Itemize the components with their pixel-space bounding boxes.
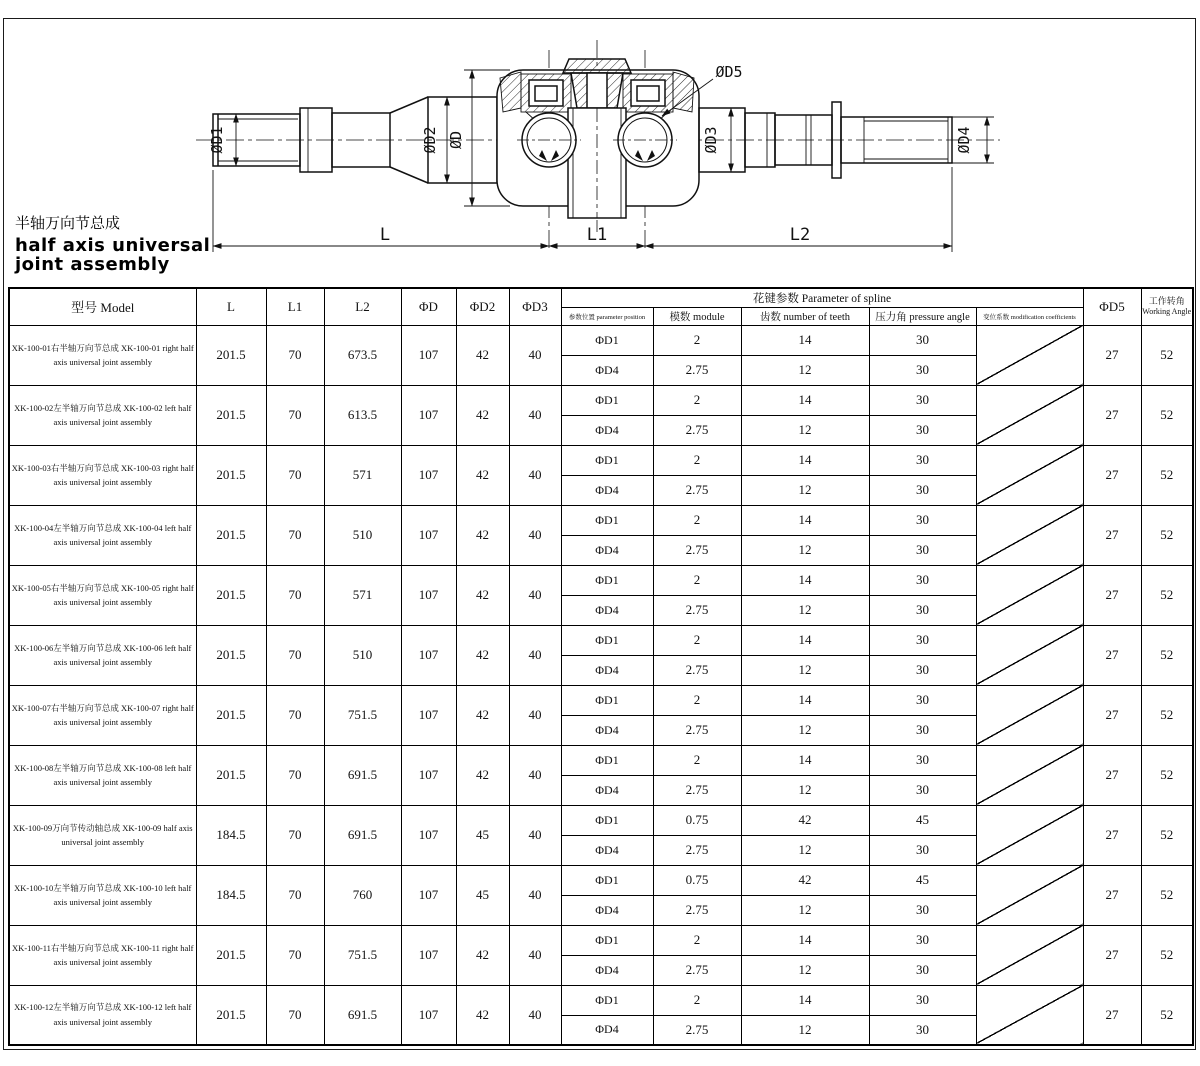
l2-cell: 673.5: [324, 325, 401, 385]
label-d5: ØD5: [715, 63, 743, 81]
spec-row-7: [9, 685, 1193, 715]
d-cell: 107: [401, 325, 456, 385]
module-cell: 2.75: [653, 895, 741, 925]
module-cell: 2: [653, 445, 741, 475]
pressure-angle-cell: 30: [869, 775, 976, 805]
header-module: 模数 module: [653, 307, 741, 325]
modification-cell: [976, 745, 1083, 805]
pressure-angle-cell: 30: [869, 685, 976, 715]
spline-pos-cell: ΦD4: [561, 595, 653, 625]
spline-pos-cell: ΦD4: [561, 715, 653, 745]
working-angle-cell: 52: [1141, 745, 1193, 805]
pressure-angle-cell: 30: [869, 565, 976, 595]
header-row-1: [9, 288, 1193, 307]
spline-pos-cell: ΦD4: [561, 475, 653, 505]
d-cell: 107: [401, 445, 456, 505]
pressure-angle-cell: 30: [869, 985, 976, 1015]
spline-pos-cell: ΦD4: [561, 535, 653, 565]
spline-pos-cell: ΦD1: [561, 985, 653, 1015]
l-cell: 201.5: [196, 925, 266, 985]
header-d5: ΦD5: [1083, 288, 1141, 325]
d3-cell: 40: [509, 745, 561, 805]
modification-cell: [976, 805, 1083, 865]
module-cell: 2.75: [653, 775, 741, 805]
d2-cell: 42: [456, 385, 509, 445]
module-cell: 2: [653, 985, 741, 1015]
module-cell: 2.75: [653, 535, 741, 565]
spec-row-3: [9, 445, 1193, 475]
d-cell: 107: [401, 625, 456, 685]
spline-pos-cell: ΦD4: [561, 655, 653, 685]
spec-row-8: [9, 745, 1193, 775]
module-cell: 2.75: [653, 415, 741, 445]
module-cell: 2: [653, 385, 741, 415]
spline-pos-cell: ΦD1: [561, 445, 653, 475]
model-cell: XK-100-01右半轴万向节总成 XK-100-01 right half axis universal joint assembly: [9, 325, 196, 385]
teeth-cell: 14: [741, 625, 869, 655]
header-working-angle-en: Working Angle: [1142, 307, 1192, 317]
teeth-cell: 14: [741, 565, 869, 595]
title-english-line1: half axis universal: [15, 234, 211, 256]
d2-cell: 42: [456, 745, 509, 805]
modification-cell: [976, 505, 1083, 565]
spec-row-10: [9, 865, 1193, 895]
label-d4: ØD4: [955, 126, 973, 154]
header-model: 型号 Model: [9, 288, 196, 325]
spline-pos-cell: ΦD1: [561, 325, 653, 355]
l-cell: 184.5: [196, 865, 266, 925]
d3-cell: 40: [509, 865, 561, 925]
d5-cell: 27: [1083, 625, 1141, 685]
header-working-angle-zh: 工作转角: [1148, 296, 1185, 307]
l-cell: 201.5: [196, 745, 266, 805]
header-modification: 变位系数 modification coefficients: [976, 307, 1083, 325]
spline-pos-cell: ΦD1: [561, 505, 653, 535]
module-cell: 2.75: [653, 655, 741, 685]
label-d: ØD: [447, 130, 465, 150]
spline-pos-cell: ΦD4: [561, 835, 653, 865]
header-spline-group: 花键参数 Parameter of spline: [561, 288, 1083, 307]
header-d: ΦD: [401, 288, 456, 325]
spline-pos-cell: ΦD4: [561, 895, 653, 925]
d5-cell: 27: [1083, 505, 1141, 565]
teeth-cell: 12: [741, 535, 869, 565]
teeth-cell: 14: [741, 685, 869, 715]
l2-cell: 751.5: [324, 685, 401, 745]
teeth-cell: 12: [741, 415, 869, 445]
modification-cell: [976, 565, 1083, 625]
header-d2: ΦD2: [456, 288, 509, 325]
spec-row-4: [9, 505, 1193, 535]
l2-cell: 510: [324, 505, 401, 565]
label-d3: ØD3: [702, 126, 720, 154]
module-cell: 2.75: [653, 1015, 741, 1045]
pressure-angle-cell: 30: [869, 445, 976, 475]
module-cell: 2.75: [653, 475, 741, 505]
teeth-cell: 14: [741, 985, 869, 1015]
d3-cell: 40: [509, 325, 561, 385]
working-angle-cell: 52: [1141, 985, 1193, 1045]
title-english-line2: joint assembly: [15, 254, 170, 276]
header-teeth: 齿数 number of teeth: [741, 307, 869, 325]
module-cell: 2: [653, 565, 741, 595]
l1-cell: 70: [266, 925, 324, 985]
l-cell: 201.5: [196, 385, 266, 445]
model-cell: XK-100-05右半轴万向节总成 XK-100-05 right half axis universal joint assembly: [9, 565, 196, 625]
d2-cell: 42: [456, 505, 509, 565]
teeth-cell: 14: [741, 925, 869, 955]
spline-pos-cell: ΦD4: [561, 775, 653, 805]
l2-cell: 571: [324, 565, 401, 625]
header-l: L: [196, 288, 266, 325]
l-cell: 201.5: [196, 325, 266, 385]
module-cell: 2: [653, 505, 741, 535]
pressure-angle-cell: 45: [869, 865, 976, 895]
teeth-cell: 14: [741, 745, 869, 775]
teeth-cell: 12: [741, 715, 869, 745]
pressure-angle-cell: 30: [869, 625, 976, 655]
teeth-cell: 12: [741, 895, 869, 925]
pressure-angle-cell: 30: [869, 355, 976, 385]
working-angle-cell: 52: [1141, 445, 1193, 505]
modification-cell: [976, 325, 1083, 385]
d-cell: 107: [401, 865, 456, 925]
d2-cell: 42: [456, 625, 509, 685]
teeth-cell: 12: [741, 1015, 869, 1045]
model-cell: XK-100-12左半轴万向节总成 XK-100-12 left half axis universal joint assembly: [9, 985, 196, 1045]
module-cell: 2: [653, 625, 741, 655]
spline-pos-cell: ΦD1: [561, 805, 653, 835]
spec-row-1: [9, 325, 1193, 355]
d2-cell: 42: [456, 565, 509, 625]
d5-cell: 27: [1083, 445, 1141, 505]
module-cell: 2.75: [653, 355, 741, 385]
d2-cell: 45: [456, 865, 509, 925]
d3-cell: 40: [509, 505, 561, 565]
spec-row-2: [9, 385, 1193, 415]
teeth-cell: 12: [741, 655, 869, 685]
d3-cell: 40: [509, 625, 561, 685]
pressure-angle-cell: 30: [869, 835, 976, 865]
modification-cell: [976, 445, 1083, 505]
l2-cell: 691.5: [324, 745, 401, 805]
pressure-angle-cell: 30: [869, 535, 976, 565]
d-cell: 107: [401, 805, 456, 865]
module-cell: 2.75: [653, 715, 741, 745]
model-cell: XK-100-07右半轴万向节总成 XK-100-07 right half axis universal joint assembly: [9, 685, 196, 745]
d3-cell: 40: [509, 685, 561, 745]
l1-cell: 70: [266, 445, 324, 505]
l2-cell: 571: [324, 445, 401, 505]
d3-cell: 40: [509, 985, 561, 1045]
d3-cell: 40: [509, 565, 561, 625]
d-cell: 107: [401, 565, 456, 625]
l2-cell: 751.5: [324, 925, 401, 985]
module-cell: 2: [653, 685, 741, 715]
l1-cell: 70: [266, 865, 324, 925]
teeth-cell: 12: [741, 835, 869, 865]
l2-cell: 691.5: [324, 985, 401, 1045]
spline-pos-cell: ΦD4: [561, 1015, 653, 1045]
l1-cell: 70: [266, 745, 324, 805]
d5-cell: 27: [1083, 985, 1141, 1045]
l-cell: 201.5: [196, 505, 266, 565]
model-cell: XK-100-06左半轴万向节总成 XK-100-06 left half axis universal joint assembly: [9, 625, 196, 685]
d5-cell: 27: [1083, 325, 1141, 385]
pressure-angle-cell: 30: [869, 925, 976, 955]
pressure-angle-cell: 30: [869, 505, 976, 535]
d3-cell: 40: [509, 805, 561, 865]
l-cell: 201.5: [196, 565, 266, 625]
teeth-cell: 12: [741, 475, 869, 505]
l2-cell: 613.5: [324, 385, 401, 445]
pressure-angle-cell: 30: [869, 325, 976, 355]
d2-cell: 45: [456, 805, 509, 865]
d5-cell: 27: [1083, 565, 1141, 625]
pressure-angle-cell: 30: [869, 595, 976, 625]
module-cell: 2: [653, 925, 741, 955]
d-cell: 107: [401, 505, 456, 565]
label-L: L: [379, 225, 391, 245]
working-angle-cell: 52: [1141, 865, 1193, 925]
d2-cell: 42: [456, 445, 509, 505]
l1-cell: 70: [266, 505, 324, 565]
module-cell: 0.75: [653, 865, 741, 895]
l1-cell: 70: [266, 385, 324, 445]
teeth-cell: 12: [741, 595, 869, 625]
d-cell: 107: [401, 745, 456, 805]
module-cell: 0.75: [653, 805, 741, 835]
teeth-cell: 42: [741, 805, 869, 835]
modification-cell: [976, 865, 1083, 925]
d5-cell: 27: [1083, 685, 1141, 745]
working-angle-cell: 52: [1141, 505, 1193, 565]
l1-cell: 70: [266, 805, 324, 865]
spec-row-9: [9, 805, 1193, 835]
pressure-angle-cell: 30: [869, 385, 976, 415]
l-cell: 201.5: [196, 445, 266, 505]
working-angle-cell: 52: [1141, 925, 1193, 985]
model-cell: XK-100-11右半轴万向节总成 XK-100-11 right half axis universal joint assembly: [9, 925, 196, 985]
title-chinese: 半轴万向节总成: [15, 215, 121, 232]
modification-cell: [976, 925, 1083, 985]
d2-cell: 42: [456, 985, 509, 1045]
d-cell: 107: [401, 685, 456, 745]
working-angle-cell: 52: [1141, 685, 1193, 745]
label-d1: ØD1: [208, 126, 226, 154]
pressure-angle-cell: 30: [869, 415, 976, 445]
spec-row-11: [9, 925, 1193, 955]
d5-cell: 27: [1083, 925, 1141, 985]
d5-cell: 27: [1083, 805, 1141, 865]
model-cell: XK-100-04左半轴万向节总成 XK-100-04 left half axis universal joint assembly: [9, 505, 196, 565]
teeth-cell: 14: [741, 505, 869, 535]
d-cell: 107: [401, 985, 456, 1045]
header-l2: L2: [324, 288, 401, 325]
label-L1: L1: [586, 225, 608, 245]
d3-cell: 40: [509, 445, 561, 505]
model-cell: XK-100-10左半轴万向节总成 XK-100-10 left half axis universal joint assembly: [9, 865, 196, 925]
l2-cell: 760: [324, 865, 401, 925]
spline-pos-cell: ΦD1: [561, 925, 653, 955]
modification-cell: [976, 385, 1083, 445]
spline-pos-cell: ΦD4: [561, 955, 653, 985]
modification-cell: [976, 685, 1083, 745]
spline-pos-cell: ΦD1: [561, 865, 653, 895]
d-cell: 107: [401, 385, 456, 445]
modification-cell: [976, 985, 1083, 1045]
model-cell: XK-100-08左半轴万向节总成 XK-100-08 left half axis universal joint assembly: [9, 745, 196, 805]
teeth-cell: 14: [741, 325, 869, 355]
spline-pos-cell: ΦD1: [561, 625, 653, 655]
spec-row-6: [9, 625, 1193, 655]
spline-pos-cell: ΦD4: [561, 355, 653, 385]
l2-cell: 510: [324, 625, 401, 685]
l-cell: 201.5: [196, 625, 266, 685]
l1-cell: 70: [266, 565, 324, 625]
pressure-angle-cell: 30: [869, 655, 976, 685]
module-cell: 2: [653, 745, 741, 775]
working-angle-cell: 52: [1141, 625, 1193, 685]
d3-cell: 40: [509, 385, 561, 445]
d5-cell: 27: [1083, 865, 1141, 925]
spline-pos-cell: ΦD1: [561, 565, 653, 595]
l1-cell: 70: [266, 325, 324, 385]
l-cell: 201.5: [196, 985, 266, 1045]
pressure-angle-cell: 30: [869, 955, 976, 985]
l1-cell: 70: [266, 625, 324, 685]
working-angle-cell: 52: [1141, 325, 1193, 385]
d2-cell: 42: [456, 685, 509, 745]
header-param-position: 参数位置 parameter position: [561, 307, 653, 325]
d-cell: 107: [401, 925, 456, 985]
pressure-angle-cell: 30: [869, 895, 976, 925]
model-cell: XK-100-09万向节传动轴总成 XK-100-09 half axis universal joint assembly: [9, 805, 196, 865]
module-cell: 2.75: [653, 835, 741, 865]
label-d2: ØD2: [421, 126, 439, 154]
l2-cell: 691.5: [324, 805, 401, 865]
pressure-angle-cell: 30: [869, 475, 976, 505]
header-working-angle: [1141, 288, 1193, 325]
spline-pos-cell: ΦD1: [561, 685, 653, 715]
modification-cell: [976, 625, 1083, 685]
pressure-angle-cell: 30: [869, 745, 976, 775]
pressure-angle-cell: 30: [869, 1015, 976, 1045]
model-cell: XK-100-02左半轴万向节总成 XK-100-02 left half axis universal joint assembly: [9, 385, 196, 445]
spline-pos-cell: ΦD1: [561, 745, 653, 775]
l1-cell: 70: [266, 985, 324, 1045]
teeth-cell: 42: [741, 865, 869, 895]
d2-cell: 42: [456, 325, 509, 385]
module-cell: 2.75: [653, 595, 741, 625]
working-angle-cell: 52: [1141, 385, 1193, 445]
working-angle-cell: 52: [1141, 805, 1193, 865]
d5-cell: 27: [1083, 385, 1141, 445]
joint-housing: [497, 59, 699, 218]
teeth-cell: 12: [741, 355, 869, 385]
spec-table: [8, 287, 1194, 1046]
module-cell: 2: [653, 325, 741, 355]
spec-row-5: [9, 565, 1193, 595]
teeth-cell: 12: [741, 955, 869, 985]
header-d3: ΦD3: [509, 288, 561, 325]
model-cell: XK-100-03右半轴万向节总成 XK-100-03 right half axis universal joint assembly: [9, 445, 196, 505]
pressure-angle-cell: 45: [869, 805, 976, 835]
teeth-cell: 14: [741, 385, 869, 415]
teeth-cell: 14: [741, 445, 869, 475]
d2-cell: 42: [456, 925, 509, 985]
spline-pos-cell: ΦD1: [561, 385, 653, 415]
l-cell: 184.5: [196, 805, 266, 865]
d3-cell: 40: [509, 925, 561, 985]
working-angle-cell: 52: [1141, 565, 1193, 625]
header-pressure: 压力角 pressure angle: [869, 307, 976, 325]
l-cell: 201.5: [196, 685, 266, 745]
pressure-angle-cell: 30: [869, 715, 976, 745]
module-cell: 2.75: [653, 955, 741, 985]
spec-row-12: [9, 985, 1193, 1015]
header-l1: L1: [266, 288, 324, 325]
title-block: [15, 216, 210, 275]
label-L2: L2: [789, 225, 811, 245]
l1-cell: 70: [266, 685, 324, 745]
spline-pos-cell: ΦD4: [561, 415, 653, 445]
teeth-cell: 12: [741, 775, 869, 805]
d5-cell: 27: [1083, 745, 1141, 805]
